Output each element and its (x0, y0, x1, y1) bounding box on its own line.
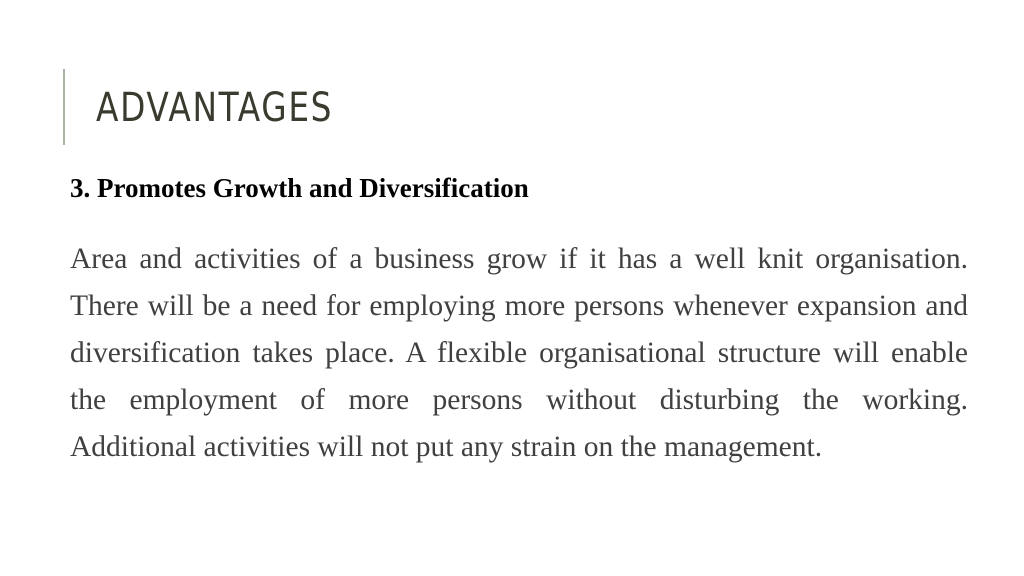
title-accent-bar (63, 69, 65, 145)
slide-subheading: 3. Promotes Growth and Diversification (70, 173, 529, 203)
slide-title: ADVANTAGES (96, 85, 334, 131)
slide-body-text: Area and activities of a business grow if it has a well knit organisation. There will be a need for employing more persons whenever expansion and diversification takes place. A flexible organisational structure will enable the employment of more persons without disturbing the working. Additional activities will not put any strain on the management. (70, 243, 968, 463)
